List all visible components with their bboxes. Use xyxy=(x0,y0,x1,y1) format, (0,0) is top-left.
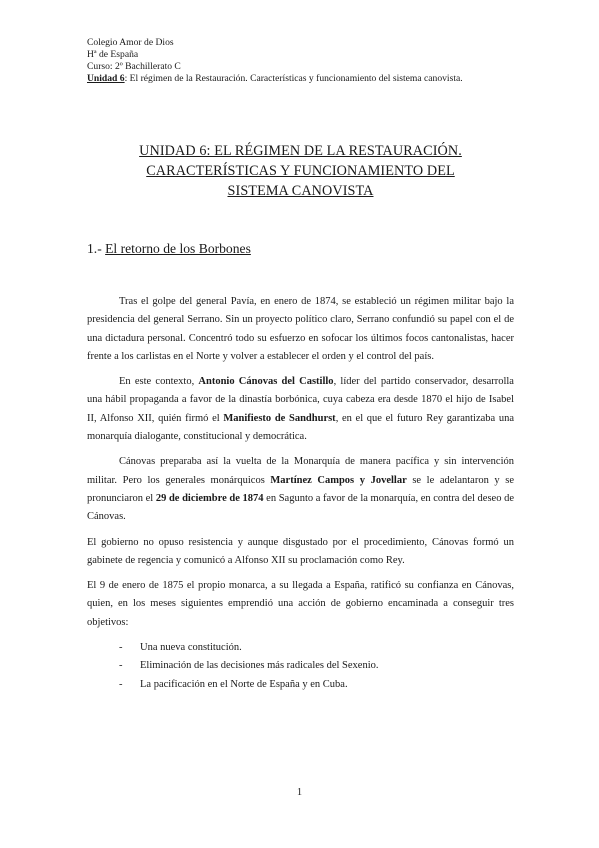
page-title xyxy=(87,141,514,201)
paragraph-3 xyxy=(87,453,514,526)
paragraph-2-bold-manifiesto: Manifiesto de Sandhurst xyxy=(223,412,336,424)
paragraph-3-bold-generals: Martínez Campos y Jovellar xyxy=(270,474,407,486)
paragraph-3-text-a: Cánovas preparaba así la vuelta de la Monarquía de manera pacífica y sin intervención militar. Pero los generales monárquicos xyxy=(87,456,514,486)
paragraph-2-bold-canovas: Antonio Cánovas del Castillo xyxy=(198,376,334,388)
title-line-3: SISTEMA CANOVISTA xyxy=(227,183,374,199)
section-label: El retorno de los Borbones xyxy=(105,241,251,256)
list-item-text: Eliminación de las decisiones más radicales del Sexenio. xyxy=(140,660,379,672)
title-line-1: UNIDAD 6: EL RÉGIMEN DE LA RESTAURACIÓN. xyxy=(139,143,462,159)
list-item-text: La pacificación en el Norte de España y en Cuba. xyxy=(140,678,348,690)
list-item-text: Una nueva constitución. xyxy=(140,642,242,654)
body-text xyxy=(87,293,514,694)
page-number: 1 xyxy=(296,787,303,798)
paragraph-5: El 9 de enero de 1875 el propio monarca, a su llegada a España, ratificó su confianza en Cánovas, quien, en los meses siguientes emprendió una acción de gobierno encaminada a conseguir tres objetivos: xyxy=(87,580,514,628)
section-heading xyxy=(87,240,251,258)
subject-name: Hª de España xyxy=(87,49,139,60)
section-number: 1.- xyxy=(87,241,106,256)
paragraph-1: Tras el golpe del general Pavía, en enero de 1874, se estableció un régimen militar bajo la presidencia del general Serrano. Sin un proyecto político claro, Serrano confundió su papel con el de una dictadura personal. Concentró todo su esfuerzo en sofocar los últimos focos cantonalistas, hacer frente a los carlistas en el Norte y volver a establecer el orden y el control del país. xyxy=(87,296,514,362)
title-line-2: CARACTERÍSTICAS Y FUNCIONAMIENTO DEL xyxy=(146,163,455,179)
school-name: Colegio Amor de Dios xyxy=(87,37,174,48)
list-dash: - xyxy=(119,660,123,672)
paragraph-2-text-c: , líder del partido conservador, desarrolla una hábil propaganda a favor de la dinastía borbónica, cuya cabeza era desde 1870 el hijo de Isabel II, Alfonso XII, quién firmó el xyxy=(87,376,514,424)
list-dash: - xyxy=(119,642,123,654)
unit-label: Unidad 6 xyxy=(87,73,125,84)
list-item xyxy=(87,676,514,694)
paragraph-2-text-a: En este contexto, xyxy=(119,376,199,388)
unit-description xyxy=(87,73,514,85)
paragraph-3-bold-date: 29 de diciembre de 1874 xyxy=(155,492,264,504)
objectives-list xyxy=(87,639,514,694)
unit-description-text: : El régimen de la Restauración. Características y funcionamiento del sistema canovista. xyxy=(124,73,463,84)
course-name: Curso: 2º Bachillerato C xyxy=(87,61,181,72)
list-item xyxy=(87,639,514,657)
paragraph-2-text-e: , en el que el futuro Rey garantizaba una monarquía dialogante, constitucional y democrática. xyxy=(87,412,515,443)
list-dash: - xyxy=(119,678,123,690)
paragraph-2 xyxy=(87,373,514,446)
paragraph-3-text-c: se le adelantaron y se pronunciaron el xyxy=(87,474,514,504)
document-header xyxy=(87,37,514,85)
paragraph-3-text-e: en Sagunto a favor de la monarquía, en contra del deseo de Cánovas. xyxy=(87,492,514,523)
paragraph-4: El gobierno no opuso resistencia y aunque disgustado por el procedimiento, Cánovas formó un gabinete de regencia y comunicó a Alfonso XII su proclamación como Rey. xyxy=(87,536,514,566)
list-item xyxy=(87,657,514,675)
